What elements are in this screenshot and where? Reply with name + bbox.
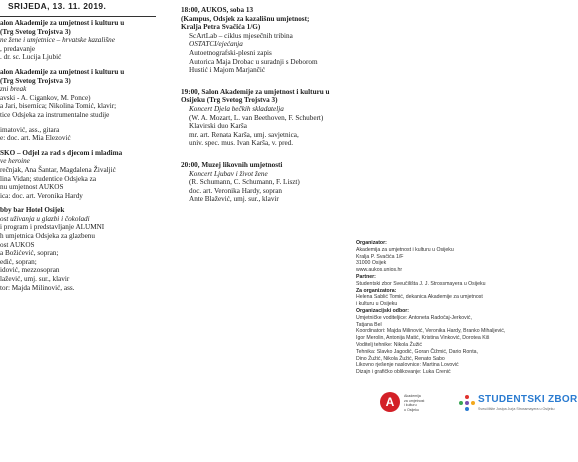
credits-column (356, 240, 534, 376)
credits-line: 31000 Osijek (356, 260, 387, 267)
credits-list (356, 240, 534, 376)
spacer (181, 81, 381, 88)
program-line: Koncert Djela bečkih skladatelja (189, 104, 284, 113)
program-line: Ante Blažević, umj. sur., klavir (189, 195, 279, 204)
credits-label: Organizator: (356, 240, 387, 246)
credits-line: Umjetničke voditeljice: Antoneta Radočaj-Jerković, (356, 314, 472, 321)
program-line: (R. Schumann, C. Schumann, F. Liszt) (189, 178, 300, 187)
date-header (0, 0, 160, 12)
program-line: Hustić i Majom Marjančić (189, 66, 266, 75)
event-block (181, 161, 381, 204)
program-line: univ. spec. mus. Ivan Karša, v. pred. (189, 139, 294, 148)
left-column (0, 0, 160, 292)
program-line: ve heroine (0, 157, 30, 166)
middle-program-list (181, 6, 381, 217)
program-line: ScArtLab – ciklus mjesečnih tribina (189, 31, 293, 40)
program-line: doc. art. Veronika Hardy, sopran (189, 186, 283, 195)
program-line: Koncert Ljubav i život žene (189, 169, 268, 178)
event-heading: alon Akademije za umjetnost i kulturu u (0, 67, 125, 76)
studentski-zbor-logo-text: STUDENTSKI ZBOR (478, 394, 578, 405)
program-line: ost AUKOS (0, 240, 35, 249)
program-line: avski - A. Cigankov, M. Ponce) (0, 93, 91, 102)
program-line: mr. art. Renata Karša, umj. savjetnica, (189, 130, 299, 139)
event-heading: bby bar Hotel Osijek (0, 206, 65, 215)
program-line: i program i predstavljanje ALUMNI (0, 223, 105, 232)
akademija-logo-line2: za umjetnost (404, 398, 425, 403)
credits-line: www.aukos.unios.hr (356, 267, 403, 274)
studentski-zbor-logo-icon (458, 394, 476, 412)
credits-line: Koordinatori: Majda Milinović, Veronika Hardy, Branko Mihaljević, (356, 328, 506, 335)
event-heading: Kralja Petra Svačića 1/G) (181, 23, 261, 32)
program-line: edić, sopran; (0, 257, 37, 266)
event-heading: 18:00, AUKOS, soba 13 (181, 6, 254, 14)
program-line: Autoetnografski-plesni zapis (189, 48, 272, 57)
program-line: OSTATCI/ejećanja (189, 40, 243, 49)
studentski-zbor-logo-subtext: Sveučilište Josipa Jurja Strossmayera u Osijeku (478, 407, 555, 411)
credits-line: i kulturu u Osijeku (356, 301, 398, 308)
spacer (181, 154, 381, 161)
program-line: rečnjak, Ana Šantar, Magdalena Živaljić (0, 165, 116, 174)
program-line: lina Vidan; studentice Odsjeka za (0, 174, 97, 183)
event-heading: SKO – Odjel za rad s djecom i mladima (0, 148, 123, 157)
credits-line: Igor Merolin, Antonija Matić, Kristina Vinković, Dorotea Kiš (356, 335, 490, 342)
credits-line: Tehnika: Slavko Jagodić, Goran Čižmić, Dario Ronta, (356, 348, 478, 355)
program-line: Autorica Maja Drobac u suradnji s Deborom (189, 57, 318, 66)
event-heading: alon Akademije za umjetnost i kulturu u (0, 19, 125, 27)
event-block (181, 88, 381, 148)
date-rule (0, 16, 156, 17)
credits-line: Helena Sablić Tomić, dekanica Akademije za umjetnost (356, 294, 483, 301)
program-line: a Jari, biserníca; Nikolina Tomić, klavir; (0, 102, 117, 111)
program-line: tor: Majda Milinović, ass. (0, 283, 75, 292)
program-line: lažević, umj. sur., klavir (0, 275, 70, 284)
event-heading: Osijeku (Trg Svetog Trojstva 3) (181, 96, 278, 105)
date-title: SRIJEDA, 13. 11. 2019. (8, 1, 107, 11)
event-heading: (Trg Svetog Trojstva 3) (0, 76, 71, 85)
akademija-logo: A (380, 392, 400, 412)
left-program-list (0, 19, 160, 292)
event-heading: (Kampus, Odsjek za kazališnu umjetnost; (181, 14, 310, 23)
program-line: ne žene i umjetnice – hrvatske kazališne (0, 36, 115, 45)
program-line: ica: doc. art. Veronika Hardy (0, 191, 83, 200)
akademija-logo-line1: Akademija (404, 394, 421, 398)
credits-line: Akademija za umjetnost i kulturu u Osijeku (356, 246, 454, 253)
credits-line: Likovno rješenje naslovnice: Martina Lovović (356, 362, 459, 369)
credits-label: Partner: (356, 273, 376, 280)
akademija-logo-line4: u Osijeku (404, 407, 419, 412)
logos-row (380, 388, 578, 418)
program-line: e: doc. art. Mia Elezović (0, 134, 71, 143)
program-line: zni break (0, 85, 27, 94)
program-line: (W. A. Mozart, L. van Beethoven, F. Schubert) (189, 113, 324, 122)
credits-line: Tatjana Bel (356, 321, 382, 328)
akademija-logo-line3: i kulturu (404, 403, 417, 408)
program-line: idović, mezzosopran (0, 266, 60, 275)
credits-label: Organizacijski odbor: (356, 307, 410, 314)
credits-line: Studentski zbor Sveučilišta J. J. Strossmayera u Osijeku (356, 280, 486, 287)
program-line: , predavanje (0, 44, 36, 53)
spacer (181, 210, 381, 217)
event-heading: (Trg Svetog Trojstva 3) (0, 27, 71, 36)
program-line: imatović, ass., gitara (0, 125, 60, 134)
program-line: a Božićević, sopran; (0, 249, 59, 258)
event-block (181, 6, 381, 75)
credits-line: Kralja P. Svačića 1/F (356, 253, 404, 260)
program-line: Klavirski duo Karša (189, 122, 247, 131)
credits-line: Voditelj tehnike: Nikola Žužić (356, 341, 423, 348)
middle-column (181, 0, 381, 217)
program-line: ost uživanja u glazbi i čokoladi (0, 214, 90, 223)
program-line: nu umjetnost AUKOS (0, 183, 64, 192)
program-line: h umjetnica Odsjeka za glazbenu (0, 232, 95, 241)
event-heading: 19:00, Salon Akademije za umjetnost i kulturu u (181, 87, 330, 96)
program-line: tice Odsjeka za instrumentalne studije (0, 110, 110, 119)
credits-label: Za organizatora: (356, 287, 397, 294)
akademija-logo-text (404, 394, 452, 412)
credits-line: Dino Žužić, Nikola Žužić, Renato Sabo (356, 355, 445, 362)
program-line: . dr. sc. Lucija Ljubić (0, 53, 62, 62)
credits-line: Dizajn i grafičko oblikovanje: Luka Crenić (356, 369, 451, 376)
event-heading: 20:00, Muzej likovnih umjetnosti (181, 160, 283, 169)
